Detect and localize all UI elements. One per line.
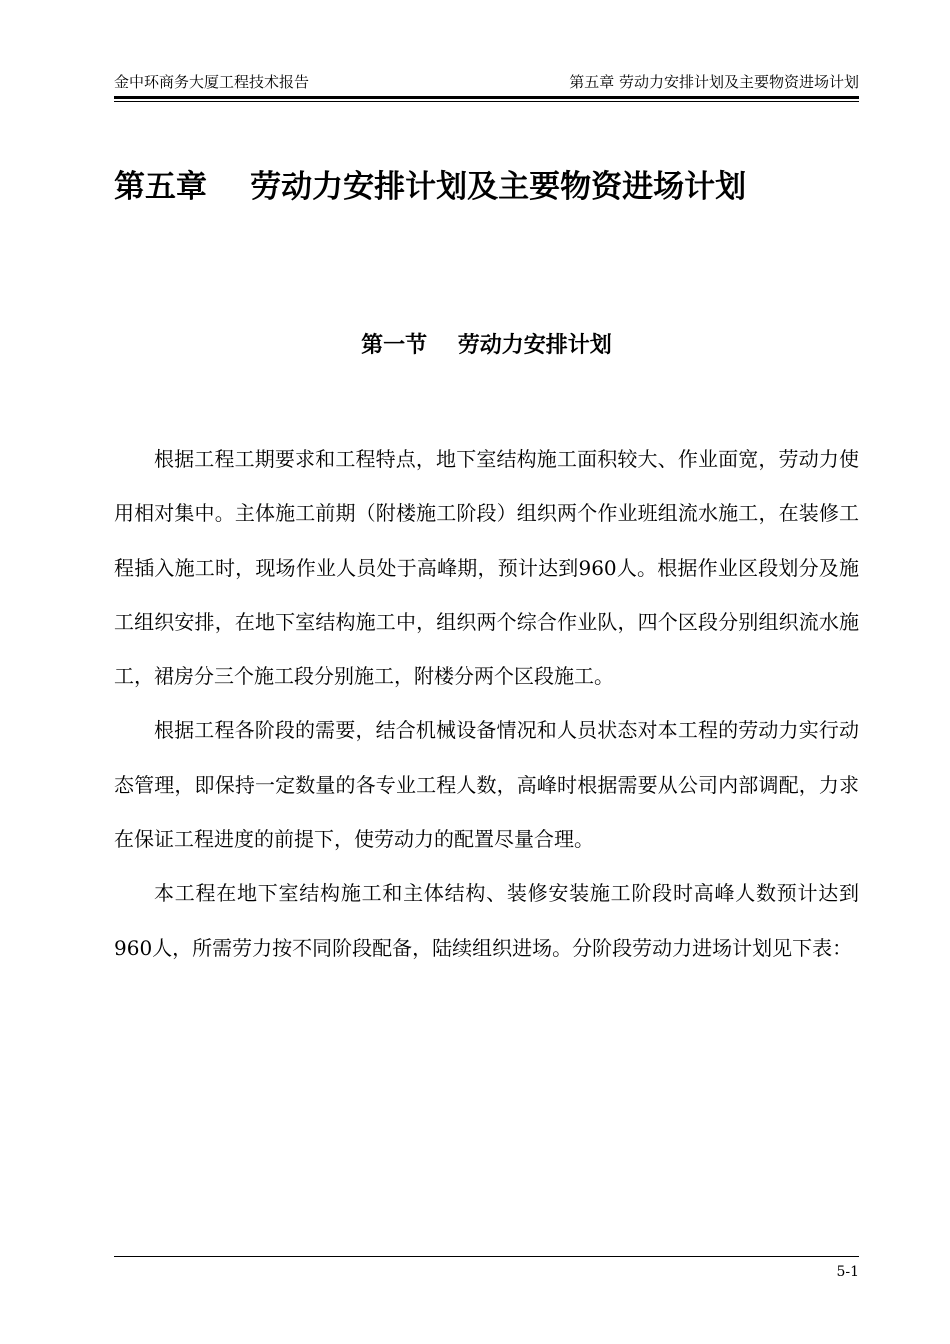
- chapter-title: 第五章 劳动力安排计划及主要物资进场计划: [114, 169, 747, 205]
- paragraph: 本工程在地下室结构施工和主体结构、装修安装施工阶段时高峰人数预计达到960人，所需劳力按不同阶段配备，陆续组织进场。分阶段劳动力进场计划见下表：: [114, 881, 859, 960]
- page-header: [114, 70, 859, 94]
- body-text: [114, 432, 859, 975]
- section-title: 第一节 劳动力安排计划: [361, 333, 612, 358]
- paragraph: 根据工程各阶段的需要，结合机械设备情况和人员状态对本工程的劳动力实行动态管理，即保持一定数量的各专业工程人数，高峰时根据需要从公司内部调配，力求在保证工程进度的前提下，使劳动力的配置尽量合理。: [114, 718, 859, 852]
- header-rule-thin: [114, 101, 859, 102]
- header-rule-thick: [114, 96, 859, 99]
- footer-rule: [114, 1256, 859, 1257]
- header-chapter-title: 第五章 劳动力安排计划及主要物资进场计划: [569, 73, 859, 91]
- page-number: 5-1: [836, 1264, 859, 1280]
- paragraph: 根据工程工期要求和工程特点，地下室结构施工面积较大、作业面宽，劳动力使用相对集中。主体施工前期（附楼施工阶段）组织两个作业班组流水施工，在装修工程插入施工时，现场作业人员处于高峰期，预计达到960人。根据作业区段划分及施工组织安排，在地下室结构施工中，组织两个综合作业队，四个区段分别组织流水施工，裙房分三个施工段分别施工，附楼分两个区段施工。: [114, 447, 859, 689]
- header-document-title: 金中环商务大厦工程技术报告: [114, 73, 310, 91]
